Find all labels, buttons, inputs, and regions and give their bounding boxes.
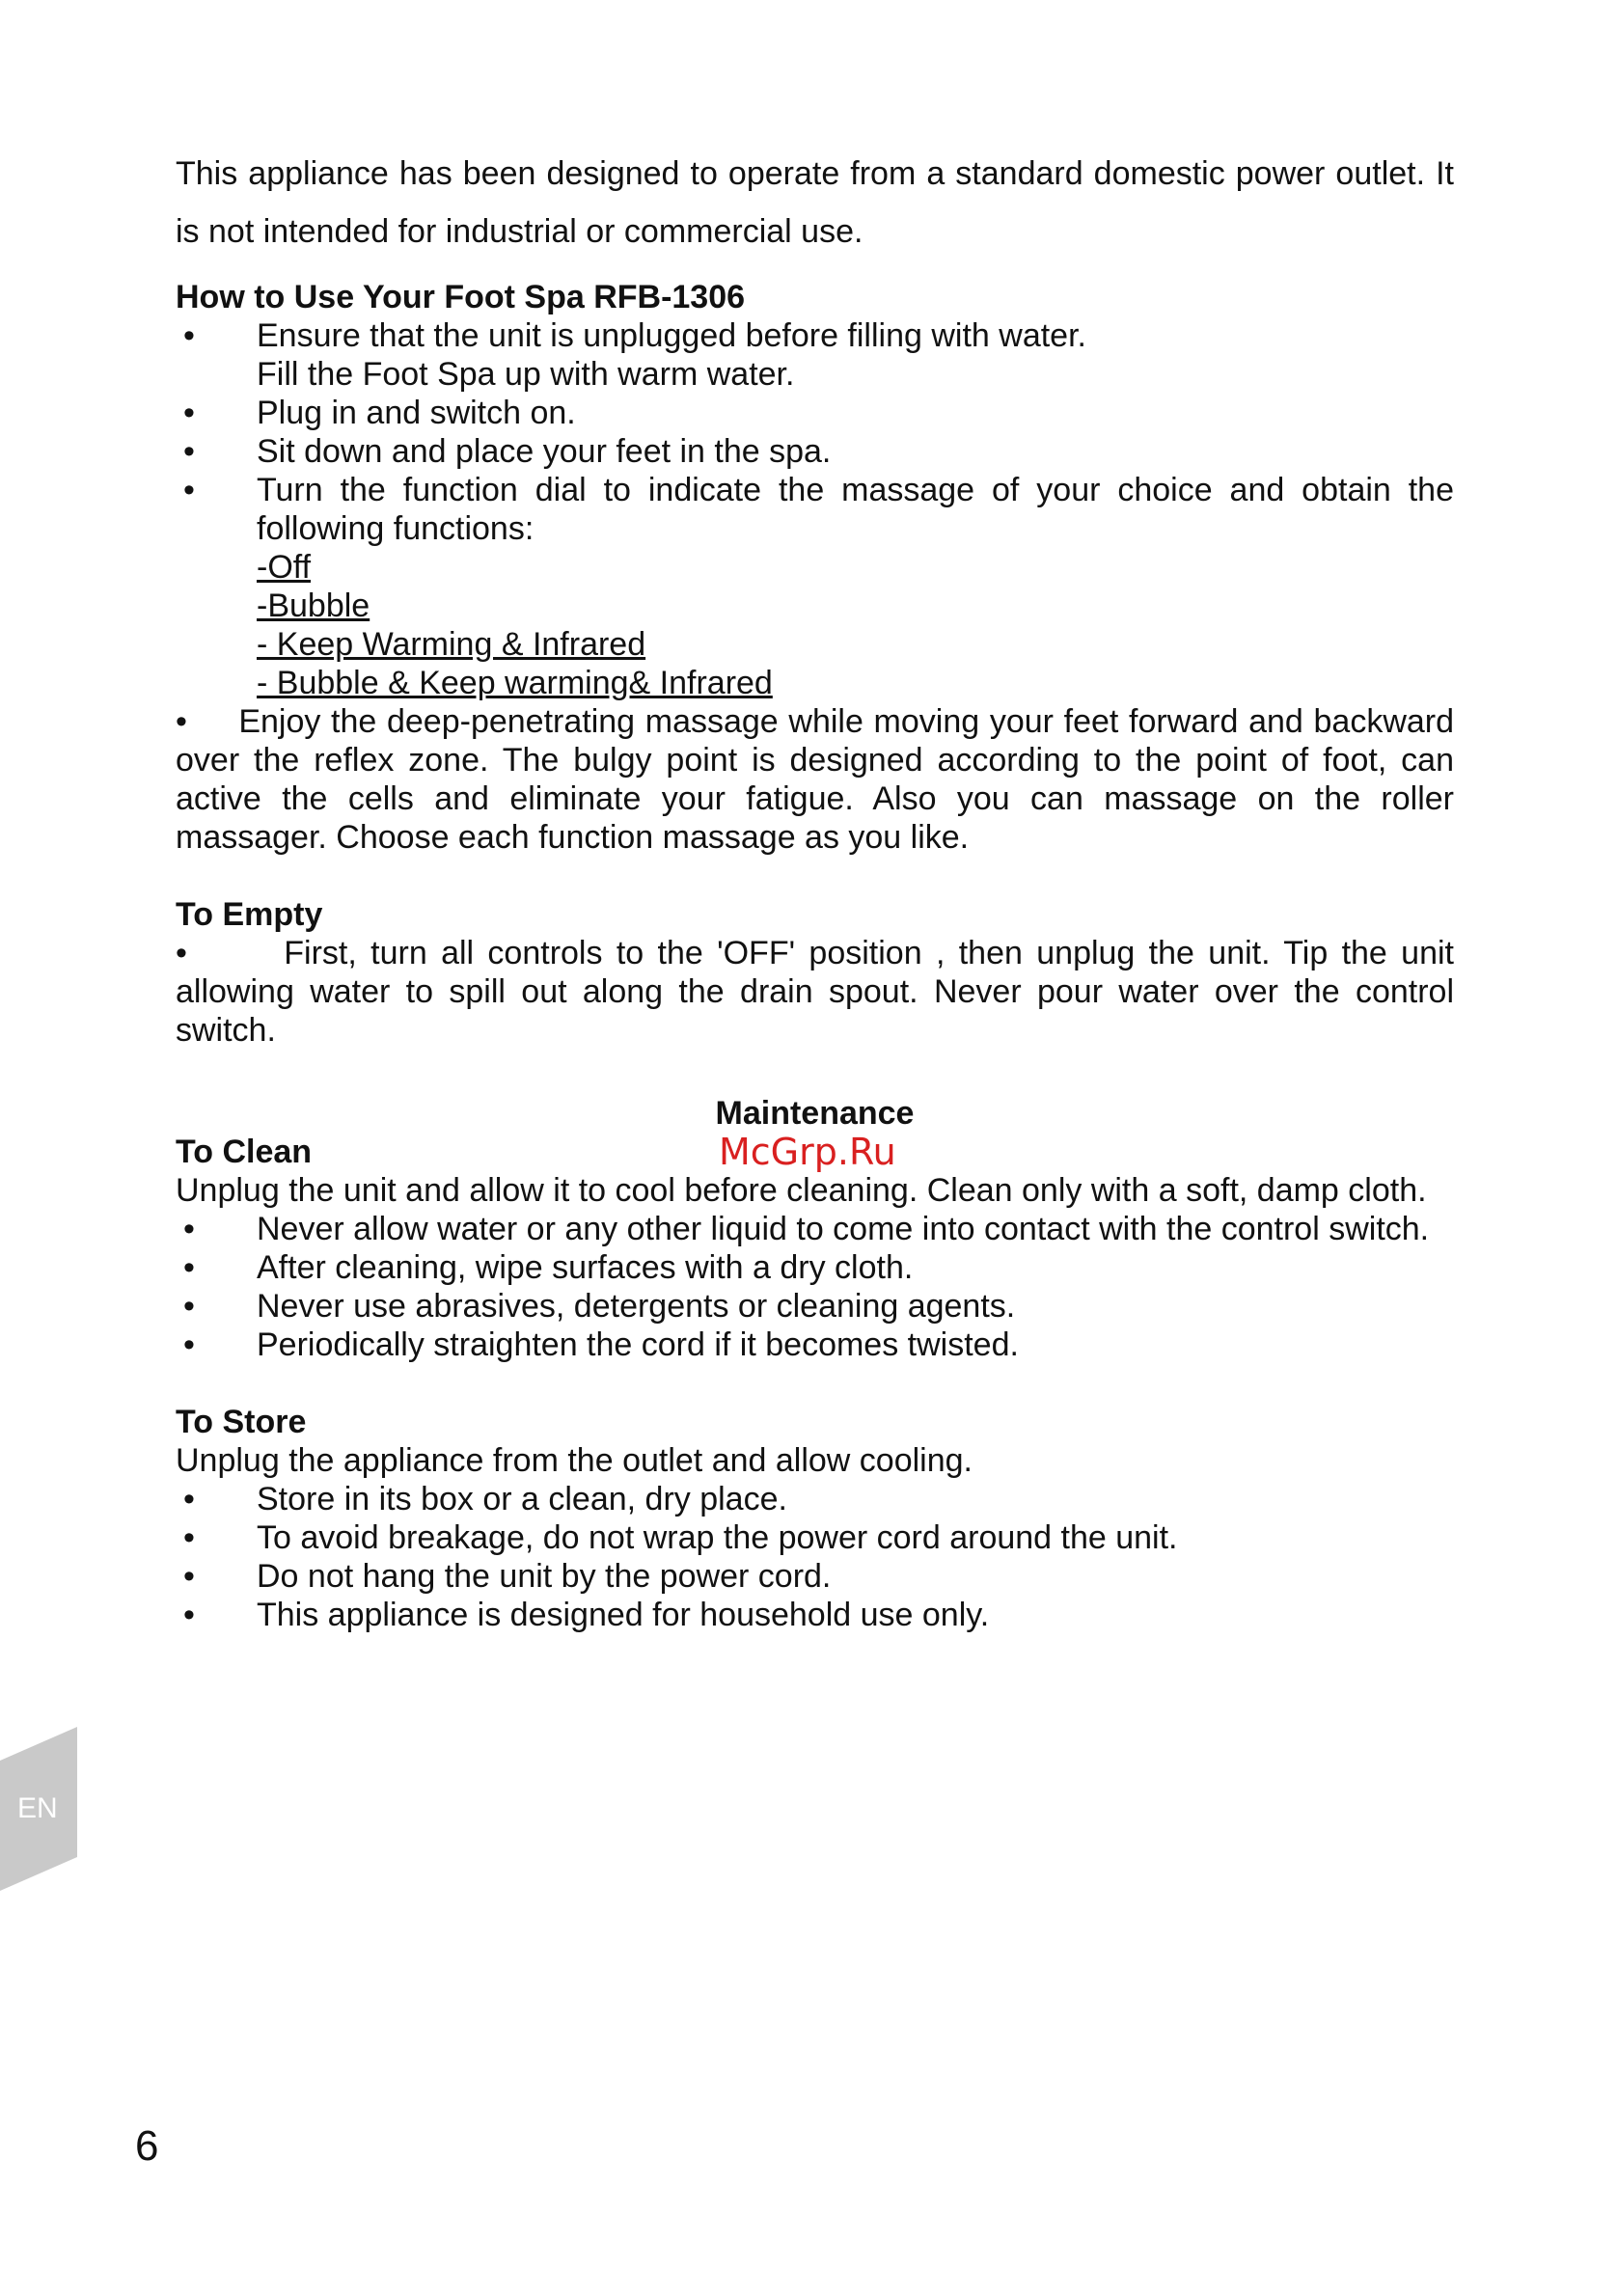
massage-paragraph — [176, 702, 1454, 857]
list-item-text: Store in its box or a clean, dry place. — [257, 1481, 787, 1517]
maintenance-heading: Maintenance — [715, 1095, 915, 1132]
list-item — [176, 1596, 1454, 1634]
list-item-text: Plug in and switch on. — [257, 395, 576, 431]
intro-text: This appliance has been designed to operate from a standard domestic power outlet. It is not intended for industrial or commercial use. — [176, 155, 1454, 250]
page-number: 6 — [135, 2122, 159, 2170]
bullet: • — [183, 1558, 195, 1595]
to-empty-paragraph — [176, 934, 1454, 1050]
bullet: • — [183, 1481, 195, 1517]
page-content — [176, 145, 1454, 1634]
bullet: • — [183, 1326, 195, 1363]
function-keep-warming: - Keep Warming & Infrared — [257, 626, 646, 663]
watermark: McGrp.Ru — [719, 1131, 896, 1173]
function-bubble: -Bubble — [257, 588, 370, 624]
function-bubble-keep-warming: - Bubble & Keep warming& Infrared — [257, 665, 773, 701]
to-clean-heading: To Clean — [176, 1134, 313, 1170]
list-item — [176, 1480, 1454, 1518]
list-item-text: Never allow water or any other liquid to come into contact with the control switch. — [257, 1211, 1430, 1247]
list-item-text: To avoid breakage, do not wrap the power cord around the unit. — [257, 1519, 1178, 1556]
bullet: • — [176, 935, 187, 971]
list-item — [176, 316, 1454, 394]
bullet: • — [183, 1597, 195, 1633]
to-store-list — [176, 1480, 1454, 1634]
list-item — [176, 1210, 1454, 1248]
function-off: -Off — [257, 549, 312, 586]
list-item — [176, 471, 1454, 548]
bullet: • — [183, 1288, 195, 1325]
to-clean-text: Unplug the unit and allow it to cool before cleaning. Clean only with a soft, damp cloth. — [176, 1172, 1427, 1209]
bullet: • — [176, 703, 187, 740]
list-item — [176, 1248, 1454, 1287]
massage-text: Enjoy the deep-penetrating massage while moving your feet forward and backward over the reflex zone. The bulgy point is designed according to the point of foot, can active the cells and eliminate your fatigue. Also you can massage on the roller massager. Choose each function massage as you like. — [176, 703, 1455, 856]
list-item-text: This appliance is designed for household use only. — [257, 1597, 990, 1633]
list-item — [176, 1287, 1454, 1326]
list-item — [176, 1518, 1454, 1557]
language-tab-label: EN — [17, 1792, 58, 1824]
list-item-text: After cleaning, wipe surfaces with a dry cloth. — [257, 1249, 914, 1286]
to-clean-list — [176, 1210, 1454, 1364]
how-to-use-list — [176, 316, 1454, 548]
list-item — [176, 394, 1454, 432]
to-store-heading: To Store — [176, 1404, 307, 1440]
function-list — [176, 548, 1454, 702]
bullet: • — [183, 1211, 195, 1247]
list-item-text: Periodically straighten the cord if it becomes twisted. — [257, 1326, 1019, 1363]
list-item-text: Do not hang the unit by the power cord. — [257, 1558, 832, 1595]
list-item — [176, 432, 1454, 471]
list-item-text: Sit down and place your feet in the spa. — [257, 433, 832, 470]
list-item-text: Turn the function dial to indicate the massage of your choice and obtain the following functions: — [257, 472, 1454, 547]
bullet: • — [183, 472, 195, 508]
bullet: • — [183, 317, 195, 354]
how-to-use-heading: How to Use Your Foot Spa RFB-1306 — [176, 279, 746, 315]
list-item — [176, 1557, 1454, 1596]
to-empty-text: First, turn all controls to the 'OFF' position , then unplug the unit. Tip the unit allowing water to spill out along the drain spout. Never pour water over the control switch. — [176, 935, 1454, 1049]
list-item-text: Never use abrasives, detergents or cleaning agents. — [257, 1288, 1016, 1325]
bullet: • — [183, 395, 195, 431]
list-item-text: Fill the Foot Spa up with warm water. — [257, 356, 795, 393]
bullet: • — [183, 1519, 195, 1556]
to-store-text: Unplug the appliance from the outlet and allow cooling. — [176, 1442, 973, 1479]
bullet: • — [183, 433, 195, 470]
list-item — [176, 1326, 1454, 1364]
list-item-text: Ensure that the unit is unplugged before filling with water. — [257, 317, 1086, 354]
bullet: • — [183, 1249, 195, 1286]
to-empty-heading: To Empty — [176, 896, 323, 933]
